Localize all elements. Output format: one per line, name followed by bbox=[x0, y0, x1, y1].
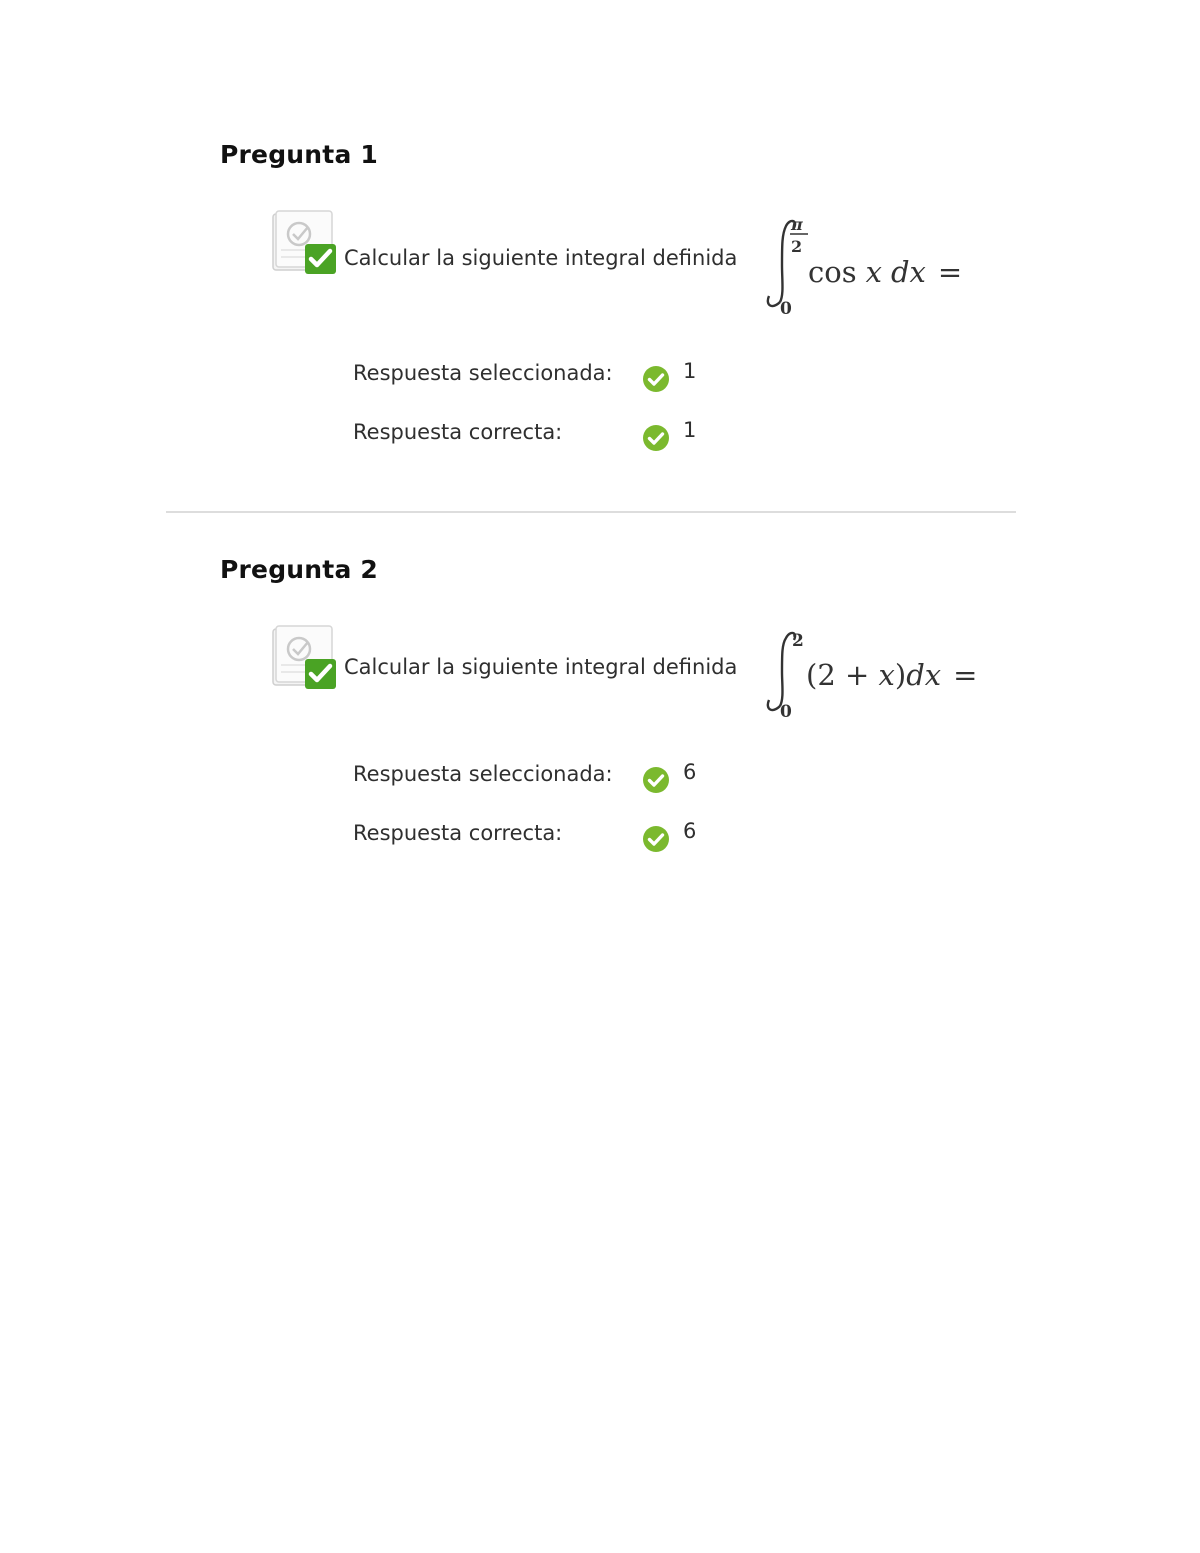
selected-answer-row bbox=[353, 762, 953, 798]
check-circle-icon bbox=[642, 424, 670, 452]
selected-answer-row bbox=[353, 361, 953, 397]
integral-lower-limit: 0 bbox=[780, 299, 792, 319]
integral-formula bbox=[760, 620, 1000, 725]
correct-answer-label: Respuesta correcta: bbox=[353, 821, 563, 845]
integral-formula bbox=[760, 210, 980, 320]
question-divider bbox=[166, 511, 1016, 513]
integral-upper-numerator: π bbox=[791, 215, 803, 234]
integral-lower-limit: 0 bbox=[780, 702, 792, 722]
question-text: Calcular la siguiente integral definida bbox=[344, 655, 738, 679]
integral-upper-denominator: 2 bbox=[791, 237, 803, 256]
correct-question-icon bbox=[271, 625, 339, 691]
selected-answer-value: 1 bbox=[683, 359, 697, 383]
question-text: Calcular la siguiente integral definida bbox=[344, 246, 738, 270]
question-title: Pregunta 2 bbox=[220, 555, 379, 584]
integrand: (2 + x)dx = bbox=[806, 658, 978, 692]
correct-answer-row bbox=[353, 821, 953, 857]
integral-upper-limit: 2 bbox=[792, 631, 804, 651]
selected-answer-label: Respuesta seleccionada: bbox=[353, 762, 613, 786]
integrand: cos x dx = bbox=[808, 255, 963, 289]
check-circle-icon bbox=[642, 365, 670, 393]
correct-answer-row bbox=[353, 420, 953, 456]
selected-answer-label: Respuesta seleccionada: bbox=[353, 361, 613, 385]
selected-answer-value: 6 bbox=[683, 760, 697, 784]
correct-question-icon bbox=[271, 210, 339, 276]
correct-answer-value: 6 bbox=[683, 819, 697, 843]
correct-answer-label: Respuesta correcta: bbox=[353, 420, 563, 444]
question-title: Pregunta 1 bbox=[220, 140, 379, 169]
check-circle-icon bbox=[642, 766, 670, 794]
check-circle-icon bbox=[642, 825, 670, 853]
correct-answer-value: 1 bbox=[683, 418, 697, 442]
